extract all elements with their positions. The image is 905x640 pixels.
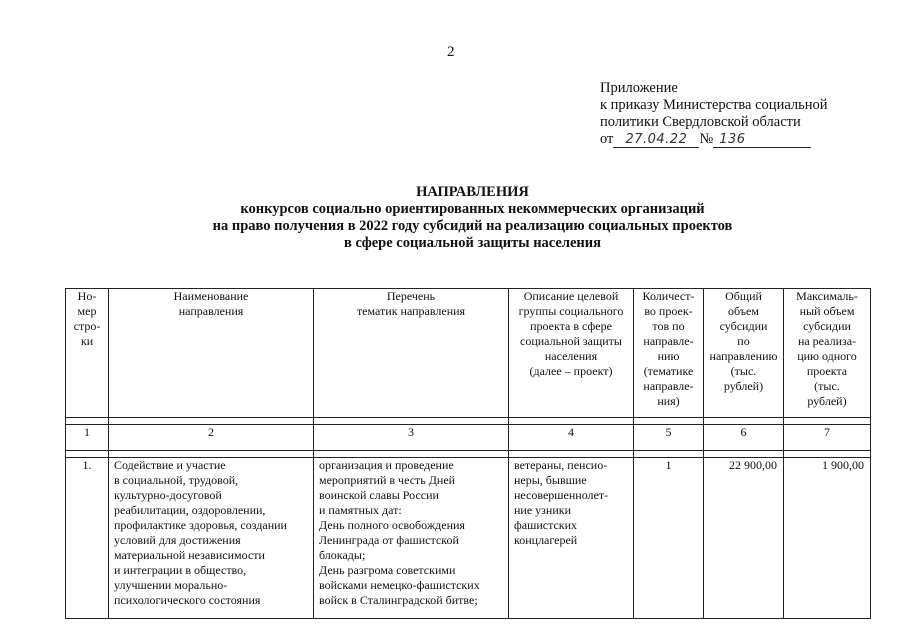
total-subsidy: 22 900,00 [704, 458, 784, 619]
cell-text-line: направле- [643, 379, 694, 393]
table-row [66, 458, 871, 619]
target-group [509, 458, 634, 619]
cell-text-line: фашистских [514, 518, 578, 532]
cell-text-line: (тематике [643, 364, 694, 378]
header-cell-row-number [66, 289, 109, 418]
cell-text-line: и интеграции в общество, [114, 563, 247, 577]
cell-text-line: неры, бывшие [514, 473, 587, 487]
appendix-line: к приказу Министерства социальной [600, 97, 828, 113]
header-cell-max-subsidy [784, 289, 871, 418]
cell-text-line: войсками немецко-фашистских [319, 578, 480, 592]
cell-text-line: направле- [643, 334, 694, 348]
cell-text-line: ки [80, 334, 94, 348]
cell-text-line: социальной защиты [520, 334, 622, 348]
cell-text-line: Содействие и участие [114, 458, 226, 472]
cell-text-line: День разгрома советскими [319, 563, 456, 577]
cell-text-line: организация и проведение [319, 458, 454, 472]
header-cell-project-count [634, 289, 704, 418]
cell-text-line: войск в Сталинградской битве; [319, 593, 478, 607]
cell-text-line: ный объем [799, 304, 855, 318]
column-number: 4 [509, 425, 634, 451]
cell-text-line: ния) [657, 394, 680, 408]
cell-text-line: тов по [652, 319, 685, 333]
title-line: НАПРАВЛЕНИЯ [416, 184, 529, 200]
document-title [60, 184, 885, 252]
cell-text-line: стро- [73, 319, 101, 333]
cell-text-line: по [737, 334, 750, 348]
cell-text-line: субсидии [719, 319, 768, 333]
cell-text-line: несовершеннолет- [514, 488, 609, 502]
cell-text-line: профилактике здоровья, создании [114, 518, 287, 532]
cell-text-line: направлению [709, 349, 778, 363]
number-prefix: № [699, 131, 714, 147]
column-number: 1 [66, 425, 109, 451]
cell-text-line: и памятных дат: [319, 503, 402, 517]
cell-text-line: ветераны, пенсио- [514, 458, 608, 472]
title-line: на право получения в 2022 году субсидий на реализацию социальных проектов [212, 218, 733, 234]
cell-text-line: цию одного [797, 349, 857, 363]
column-number: 2 [109, 425, 314, 451]
cell-text-line: Общий [725, 289, 762, 303]
cell-text-line: концлагерей [514, 533, 578, 547]
column-number: 7 [784, 425, 871, 451]
row-number: 1. [66, 458, 109, 619]
header-cell-total-subsidy [704, 289, 784, 418]
cell-text-line: Ленинграда от фашистской [319, 533, 459, 547]
cell-text-line: (далее – проект) [529, 364, 613, 378]
cell-text-line: мероприятий в честь Дней [319, 473, 456, 487]
table-gap-row [66, 451, 871, 458]
cell-text-line: Но- [77, 289, 97, 303]
cell-text-line: субсидии [803, 319, 851, 333]
title-line: конкурсов социально ориентированных некоммерческих организаций [240, 201, 705, 217]
cell-text-line: проекта в сфере [530, 319, 612, 333]
cell-text-line: День полного освобождения [319, 518, 465, 532]
table-header-row [66, 289, 871, 418]
cell-text-line: направления [178, 304, 244, 318]
cell-text-line: тематик направления [356, 304, 466, 318]
cell-text-line: Максималь- [796, 289, 858, 303]
cell-text-line: населения [544, 349, 598, 363]
project-count: 1 [634, 458, 704, 619]
cell-text-line: во проек- [644, 304, 693, 318]
cell-text-line: реабилитации, оздоровлении, [114, 503, 266, 517]
cell-text-line: рублей) [723, 379, 764, 393]
cell-text-line: материальной независимости [114, 548, 265, 562]
direction-topics [314, 458, 509, 619]
handwritten-number: 136 [719, 132, 746, 147]
appendix-line: политики Свердловской области [600, 114, 801, 130]
cell-text-line: проекта [806, 364, 848, 378]
cell-text-line: психологического состояния [114, 593, 261, 607]
cell-text-line: (тыс. [814, 379, 840, 393]
title-line: в сфере социальной защиты населения [344, 235, 601, 251]
cell-text-line: улучшении морально- [114, 578, 228, 592]
cell-text-line: Количест- [642, 289, 695, 303]
page-number: 2 [447, 44, 455, 60]
date-prefix: от [600, 131, 614, 147]
column-number: 6 [704, 425, 784, 451]
table-gap-row [66, 418, 871, 425]
cell-text-line: условий для достижения [114, 533, 241, 547]
header-cell-target-group [509, 289, 634, 418]
max-subsidy: 1 900,00 [784, 458, 871, 619]
header-cell-topics [314, 289, 509, 418]
cell-text-line: на реализа- [797, 334, 857, 348]
appendix-date-line [600, 131, 828, 148]
header-cell-direction-name [109, 289, 314, 418]
cell-text-line: ние узники [514, 503, 572, 517]
cell-text-line: мер [77, 304, 97, 318]
cell-text-line: Перечень [386, 289, 436, 303]
cell-text-line: в социальной, трудовой, [114, 473, 239, 487]
column-number: 5 [634, 425, 704, 451]
directions-table [65, 288, 871, 619]
cell-text-line: блокады; [319, 548, 366, 562]
cell-text-line: Описание целевой [523, 289, 619, 303]
column-numbers-row [66, 425, 871, 451]
cell-text-line: рублей) [807, 394, 847, 408]
appendix-line: Приложение [600, 80, 678, 96]
cell-text-line: объем [728, 304, 759, 318]
handwritten-date: 27.04.22 [625, 132, 688, 147]
column-number: 3 [314, 425, 509, 451]
cell-text-line: нию [657, 349, 680, 363]
direction-name [109, 458, 314, 619]
cell-text-line: Наименование [173, 289, 249, 303]
cell-text-line: культурно-досуговой [114, 488, 222, 502]
cell-text-line: группы социального [518, 304, 624, 318]
cell-text-line: воинской славы России [319, 488, 439, 502]
cell-text-line: (тыс. [730, 364, 757, 378]
appendix-block [600, 80, 828, 148]
